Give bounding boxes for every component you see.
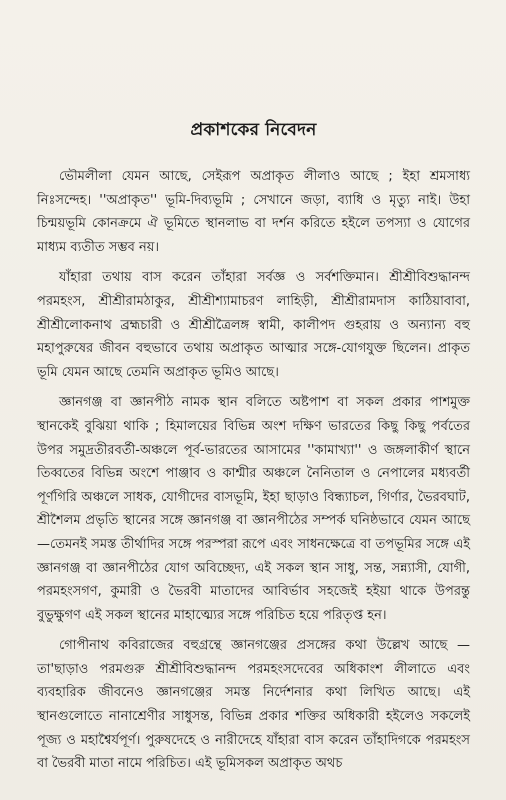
paragraph-3: জ্ঞানগঞ্জ বা জ্ঞানপীঠ নামক স্থান বলিতে অষ্টপাশ বা সকল প্রকার পাশমুক্ত স্থানকেই বুঝিয়া থাকি ; হিমালয়ের বিভিন্ন অংশ দক্ষিণ ভারতের কিছু কিছু পর্বতের উপর সমুদ্রতীরবর্তী-অঞ্চলে পূর্ব-ভারতের আসামের ''কামাখ্যা'' ও জঙ্গলাকীর্ণ স্থানে তিব্বতের বিভিন্ন অংশে পাঞ্জাব ও কাশ্মীর অঞ্চলে নৈনিতাল ও নেপালের মধ্যবর্তী পূর্ণগিরি অঞ্চলে সাধক, যোগীদের বাসভূমি, ইহা ছাড়াও বিন্ধ্যাচল, গির্ণার, ভৈরবঘাট, শ্রীশৈলম প্রভৃতি স্থানের সঙ্গে জ্ঞানগঞ্জ বা জ্ঞানপীঠের সম্পর্ক ঘনিষ্ঠভাবে যেমন আছে—তেমনই সমস্ত তীর্থাদির সঙ্গে পরস্পরা রূপে এবং সাধনক্ষেত্রে বা তপভূমির সঙ্গে এই জ্ঞানগঞ্জ বা জ্ঞানপীঠের যোগ অবিচ্ছেদ্য, এই সকল স্থান সাধু, সন্ত, সন্ন্যাসী, যোগী, পরমহংসগণ, কুমারী ও ভৈরবী মাতাদের আবির্ভাব সহজেই হইয়া থাকে উপরন্তু বুভুক্ষুগণ এই সকল স্থানের মাহাত্ম্যের সঙ্গে পরিচিত হয়ে পরিতৃপ্ত হন। — [37, 395, 470, 623]
paragraph-2: যাঁহারা তথায় বাস করেন তাঁহারা সর্বজ্ঞ ও সর্বশক্তিমান। শ্রীশ্রীবিশুদ্ধানন্দ পরমহংস, শ্রীশ্রীরামঠাকুর, শ্রীশ্রীশ্যামাচরণ লাহিড়ী, শ্রীশ্রীরামদাস কাঠিয়াবাবা, শ্রীশ্রীলোকনাথ ব্রহ্মচারী ও শ্রীশ্রীত্রৈলঙ্গ স্বামী, কালীপদ গুহরায় ও অন্যান্য বহু মহাপুরুষের জীবন বহুভাবে তথায় অপ্রাকৃত আত্মার সঙ্গে-যোগযুক্ত ছিলেন। প্রাকৃত ভূমি যেমন আছে তেমনি অপ্রাকৃত ভূমিও আছে। — [37, 270, 470, 380]
paragraph-1: ভৌমলীলা যেমন আছে, সেইরূপ অপ্রাকৃত লীলাও আছে ; ইহা শ্রমসাধ্য নিঃসন্দেহ। ''অপ্রাকৃত'' ভূমি-দিব্যভূমি ; সেখানে জড়া, ব্যাধি ও মৃত্যু নাই। উহা চিন্ময়ভূমি কোনক্রমে ঐ ভূমিতে স্থানলাভ বা দর্শন করিতে হইলে তপস্যা ও যোগের মাধ্যম ব্যতীত সম্ভব নয়। — [37, 169, 470, 255]
paragraph-4: গোপীনাথ কবিরাজের বহুগ্রন্থে জ্ঞানগঞ্জের প্রসঙ্গের কথা উল্লেখ আছে — তা'ছাড়াও পরমগুরু শ্রীশ্রীবিশুদ্ধানন্দ পরমহংসদেবের অধিকাংশ লীলাতে এবং ব্যবহারিক জীবনেও জ্ঞানগঞ্জের সমস্ত নির্দেশনার কথা লিখিত আছে। এই স্থানগুলোতে নানাশ্রেণীর সাধুসন্ত, বিভিন্ন প্রকার শক্তির অধিকারী হইলেও সকলেই পূজ্য ও মহাশ্বৈর্যপূর্ণ। পুরুষদেহে ও নারীদেহে যাঁহারা বাস করেন তাঁহাদিগকে পরমহংস বা ভৈরবী মাতা নামে পরিচিত। এই ভূমিসকল অপ্রাকৃত অথচ — [37, 638, 470, 772]
page-title: প্রকাশকের নিবেদন — [190, 120, 317, 140]
